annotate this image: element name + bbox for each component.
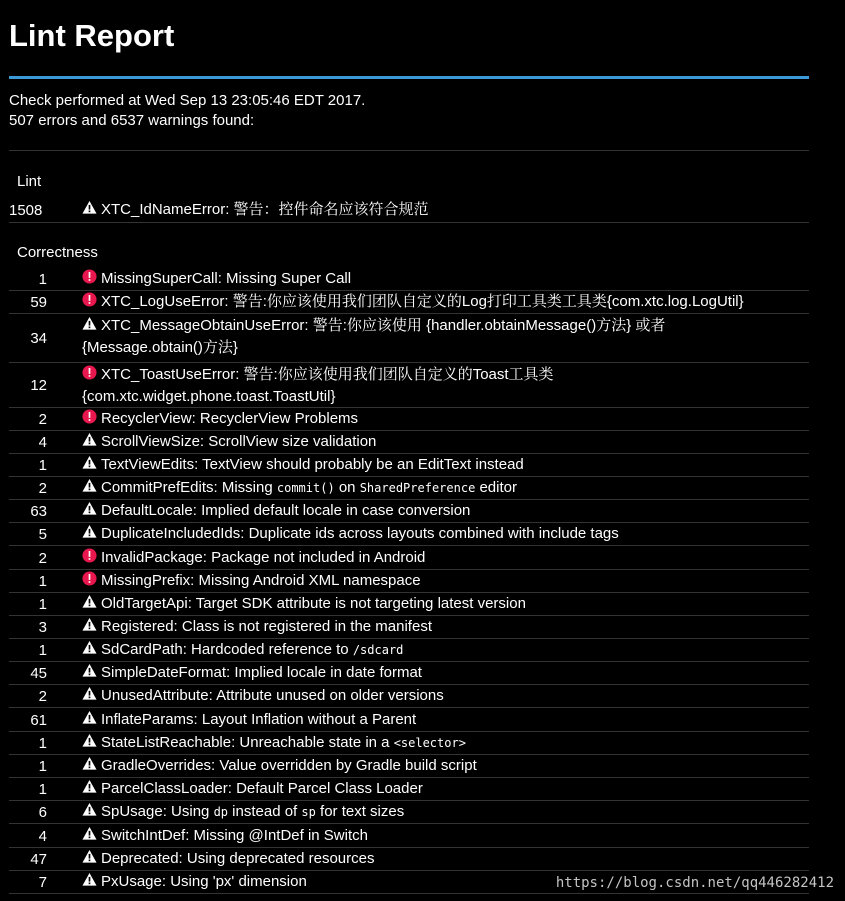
- issue-count: 1: [38, 734, 47, 752]
- issue-text: DefaultLocale: Implied default locale in case conversion: [101, 502, 471, 519]
- warning-icon: [82, 756, 97, 771]
- issue-description[interactable]: [82, 431, 809, 453]
- issue-text: RecyclerView: RecyclerView Problems: [101, 410, 359, 427]
- watermark: https://blog.csdn.net/qq446282412: [555, 875, 834, 891]
- warning-icon: [82, 733, 97, 748]
- issue-count: 2: [38, 549, 47, 567]
- issue-description[interactable]: [82, 477, 809, 499]
- issue-description[interactable]: [82, 199, 809, 221]
- issue-count: 2: [38, 410, 47, 428]
- issue-count: 1: [38, 641, 47, 659]
- issue-row[interactable]: [9, 639, 809, 662]
- issue-description[interactable]: [82, 291, 809, 313]
- issue-text: CommitPrefEdits: Missing: [101, 479, 277, 496]
- check-timestamp: Check performed at Wed Sep 13 23:05:46 EDT 2017.: [9, 92, 366, 109]
- issue-text: XTC_LogUseError: 警告:你应该使用我们团队自定义的Log打印工具类工具类{com.xtc.log.LogUtil}: [101, 293, 744, 310]
- issue-text: InflateParams: Layout Inflation without a Parent: [101, 711, 417, 728]
- inline-code: SharedPreference: [359, 481, 476, 495]
- section-divider: [9, 150, 809, 151]
- issue-count: 1: [38, 572, 47, 590]
- issue-text: SpUsage: Using: [101, 803, 214, 820]
- issue-count: 6: [38, 803, 47, 821]
- issue-description[interactable]: [82, 662, 809, 684]
- issue-description[interactable]: [82, 732, 809, 754]
- issue-totals: 507 errors and 6537 warnings found:: [9, 112, 255, 129]
- issue-row[interactable]: [9, 709, 809, 732]
- issue-count: 7: [38, 873, 47, 891]
- issue-row[interactable]: [9, 454, 809, 477]
- issue-text: StateListReachable: Unreachable state in a: [101, 734, 394, 751]
- inline-code: dp: [213, 805, 229, 819]
- warning-icon: [82, 686, 97, 701]
- issue-text: OldTargetApi: Target SDK attribute is not targeting latest version: [101, 595, 526, 612]
- issue-row[interactable]: [9, 825, 809, 848]
- issue-text: DuplicateIncludedIds: Duplicate ids across layouts combined with include tags: [101, 525, 619, 542]
- category-header: Correctness: [17, 244, 98, 261]
- issue-text: SdCardPath: Hardcoded reference to: [101, 641, 353, 658]
- issue-text: TextViewEdits: TextView should probably be an EditText instead: [101, 456, 524, 473]
- issue-row[interactable]: [9, 755, 809, 778]
- warning-icon: [82, 710, 97, 725]
- issue-description[interactable]: [82, 523, 809, 545]
- warning-icon: [82, 663, 97, 678]
- issue-text-continued: {com.xtc.widget.phone.toast.ToastUtil}: [82, 388, 336, 405]
- issue-row[interactable]: [9, 685, 809, 708]
- issue-text: MissingPrefix: Missing Android XML namespace: [101, 572, 421, 589]
- issue-count: 5: [38, 525, 47, 543]
- issue-count: 1508: [9, 202, 43, 219]
- issue-row[interactable]: [9, 477, 809, 500]
- issue-count: 1: [38, 270, 47, 288]
- issue-count: 1: [38, 757, 47, 775]
- warning-icon: [82, 200, 97, 215]
- issue-row[interactable]: [9, 662, 809, 685]
- issue-row[interactable]: [9, 778, 809, 801]
- issue-text: UnusedAttribute: Attribute unused on older versions: [101, 687, 444, 704]
- inline-code: commit(): [276, 481, 335, 495]
- issue-description[interactable]: [82, 685, 809, 707]
- issue-row[interactable]: [9, 314, 809, 363]
- issue-row[interactable]: [9, 547, 809, 570]
- issue-count: 3: [38, 618, 47, 636]
- issue-description[interactable]: [82, 500, 809, 522]
- warning-icon: [82, 826, 97, 841]
- issue-description[interactable]: [82, 801, 809, 823]
- issue-row[interactable]: [9, 500, 809, 523]
- issue-text: MissingSuperCall: Missing Super Call: [101, 270, 352, 287]
- issue-description[interactable]: [82, 570, 809, 592]
- issue-row[interactable]: [9, 593, 809, 616]
- issue-text: XTC_IdNameError: 警告：控件命名应该符合规范: [101, 201, 429, 218]
- issue-row[interactable]: [9, 268, 809, 291]
- issue-description[interactable]: [82, 408, 809, 430]
- issue-count: 1: [38, 456, 47, 474]
- issue-text: ScrollViewSize: ScrollView size validation: [101, 433, 377, 450]
- issue-text-continued: {Message.obtain()方法}: [82, 339, 238, 356]
- page-title: Lint Report: [9, 18, 175, 53]
- issue-text: SwitchIntDef: Missing @IntDef in Switch: [101, 827, 368, 844]
- error-icon: [82, 269, 97, 284]
- issue-text: XTC_MessageObtainUseError: 警告:你应该使用 {handler.obtainMessage()方法} 或者: [101, 317, 666, 334]
- error-icon: [82, 292, 97, 307]
- issue-text: on: [334, 479, 360, 496]
- issue-description[interactable]: [82, 709, 809, 731]
- issue-description[interactable]: [82, 547, 809, 569]
- category-header: Lint: [17, 173, 42, 190]
- issue-row[interactable]: [9, 848, 809, 871]
- issue-row[interactable]: [9, 363, 809, 408]
- issue-row[interactable]: [9, 408, 809, 431]
- issue-count: 59: [30, 293, 47, 311]
- issue-row[interactable]: [9, 431, 809, 454]
- issue-text: instead of: [228, 803, 302, 820]
- issue-text: PxUsage: Using 'px' dimension: [101, 873, 307, 890]
- issue-description[interactable]: [82, 593, 809, 615]
- issue-count: 4: [38, 827, 47, 845]
- error-icon: [82, 365, 97, 380]
- issue-count: 47: [30, 850, 47, 868]
- warning-icon: [82, 872, 97, 887]
- warning-icon: [82, 640, 97, 655]
- issue-row[interactable]: [9, 801, 809, 824]
- error-icon: [82, 548, 97, 563]
- issue-text: GradleOverrides: Value overridden by Gradle build script: [101, 757, 477, 774]
- issue-text: SimpleDateFormat: Implied locale in date format: [101, 664, 422, 681]
- warning-icon: [82, 501, 97, 516]
- issue-row[interactable]: [9, 199, 809, 223]
- issue-text: XTC_ToastUseError: 警告:你应该使用我们团队自定义的Toast工具类: [101, 366, 554, 383]
- issue-count: 61: [30, 711, 47, 729]
- issue-text: InvalidPackage: Package not included in Android: [101, 549, 426, 566]
- inline-code: sp: [301, 805, 316, 819]
- issue-row[interactable]: [9, 291, 809, 314]
- warning-icon: [82, 432, 97, 447]
- issue-row[interactable]: [9, 523, 809, 546]
- issue-count: 1: [38, 595, 47, 613]
- issue-description[interactable]: [82, 825, 809, 847]
- warning-icon: [82, 524, 97, 539]
- warning-icon: [82, 849, 97, 864]
- inline-code: <selector>: [393, 736, 466, 750]
- issue-description[interactable]: [82, 755, 809, 777]
- issue-text: ParcelClassLoader: Default Parcel Class Loader: [101, 780, 423, 797]
- warning-icon: [82, 478, 97, 493]
- title-divider: [9, 76, 809, 79]
- issue-text: editor: [475, 479, 517, 496]
- issue-count: 2: [38, 687, 47, 705]
- issue-count: 63: [30, 502, 47, 520]
- summary: [9, 91, 365, 131]
- issue-description[interactable]: [82, 848, 809, 870]
- warning-icon: [82, 594, 97, 609]
- issue-description[interactable]: [82, 639, 809, 661]
- issue-row[interactable]: [9, 732, 809, 755]
- inline-code: /sdcard: [352, 643, 404, 657]
- warning-icon: [82, 316, 97, 331]
- issue-description[interactable]: [82, 616, 809, 638]
- error-icon: [82, 409, 97, 424]
- issue-text: for text sizes: [315, 803, 405, 820]
- issue-description[interactable]: [82, 454, 809, 476]
- issue-description[interactable]: [82, 364, 809, 408]
- issue-count: 12: [30, 376, 47, 394]
- issue-text: Deprecated: Using deprecated resources: [101, 850, 375, 867]
- issue-count: 45: [30, 664, 47, 682]
- warning-icon: [82, 802, 97, 817]
- issue-row[interactable]: [9, 570, 809, 593]
- issue-count: 34: [30, 329, 47, 347]
- issue-count: 2: [38, 479, 47, 497]
- issue-description[interactable]: [82, 778, 809, 800]
- issue-text: Registered: Class is not registered in the manifest: [101, 618, 432, 635]
- warning-icon: [82, 617, 97, 632]
- warning-icon: [82, 779, 97, 794]
- issue-row[interactable]: [9, 616, 809, 639]
- issue-count: 1: [38, 780, 47, 798]
- issue-description[interactable]: [82, 268, 809, 290]
- warning-icon: [82, 455, 97, 470]
- error-icon: [82, 571, 97, 586]
- issue-description[interactable]: [82, 315, 809, 359]
- issue-count: 4: [38, 433, 47, 451]
